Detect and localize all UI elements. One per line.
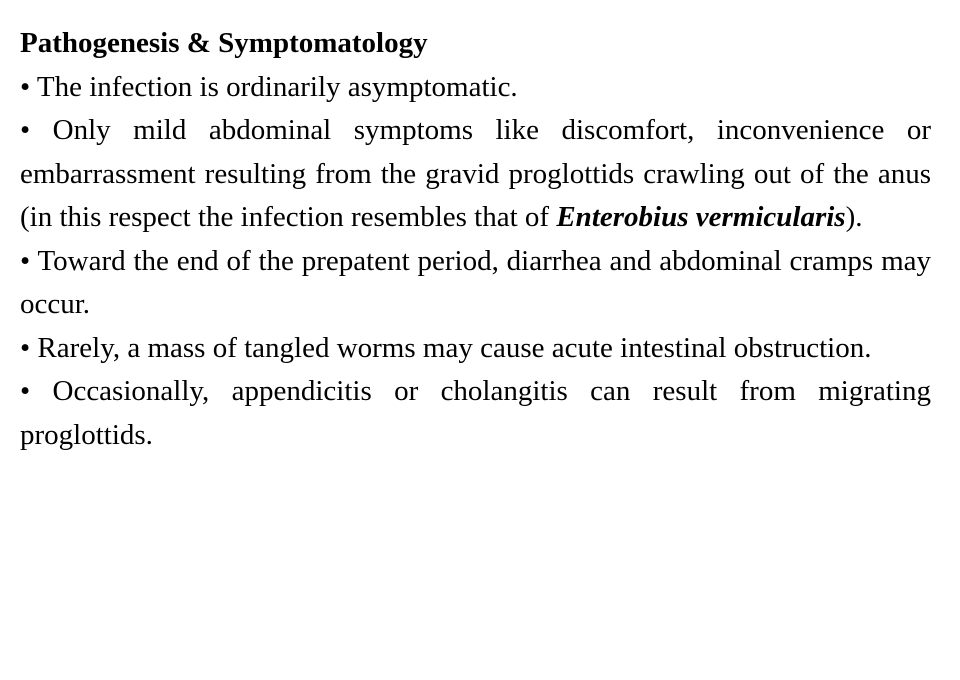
bullet-text: Only mild abdominal symptoms like discomfort, inconvenience or embarrassment resulting from the gravid proglottids crawling out of the anus (in this respect the infection resembles that of (20, 114, 931, 233)
bullet-item-5 (20, 370, 931, 457)
bullet-item-1 (20, 66, 931, 110)
bullet-text: The infection is ordinarily asymptomatic. (36, 70, 518, 103)
bullet-icon: • (20, 375, 31, 407)
bullet-icon: • (20, 244, 31, 277)
bullet-item-2 (20, 109, 931, 240)
bullet-item-4 (20, 327, 931, 371)
slide-title: Pathogenesis & Symptomatology (20, 27, 428, 59)
bullet-text: Occasionally, appendicitis or cholangitis can result from migrating proglottids. (20, 375, 931, 451)
bullet-icon: • (20, 114, 31, 146)
bullet-text: Toward the end of the prepatent period, diarrhea and abdominal cramps may occur. (20, 244, 931, 320)
bullet-text-tail: ). (845, 201, 863, 233)
slide-content (20, 22, 931, 457)
bullet-icon: • (20, 70, 31, 103)
bullet-text: Rarely, a mass of tangled worms may cause acute intestinal obstruction. (37, 331, 872, 364)
bullet-item-3 (20, 240, 931, 327)
species-name: Enterobius vermicularis (556, 201, 846, 233)
bullet-icon: • (20, 331, 31, 364)
